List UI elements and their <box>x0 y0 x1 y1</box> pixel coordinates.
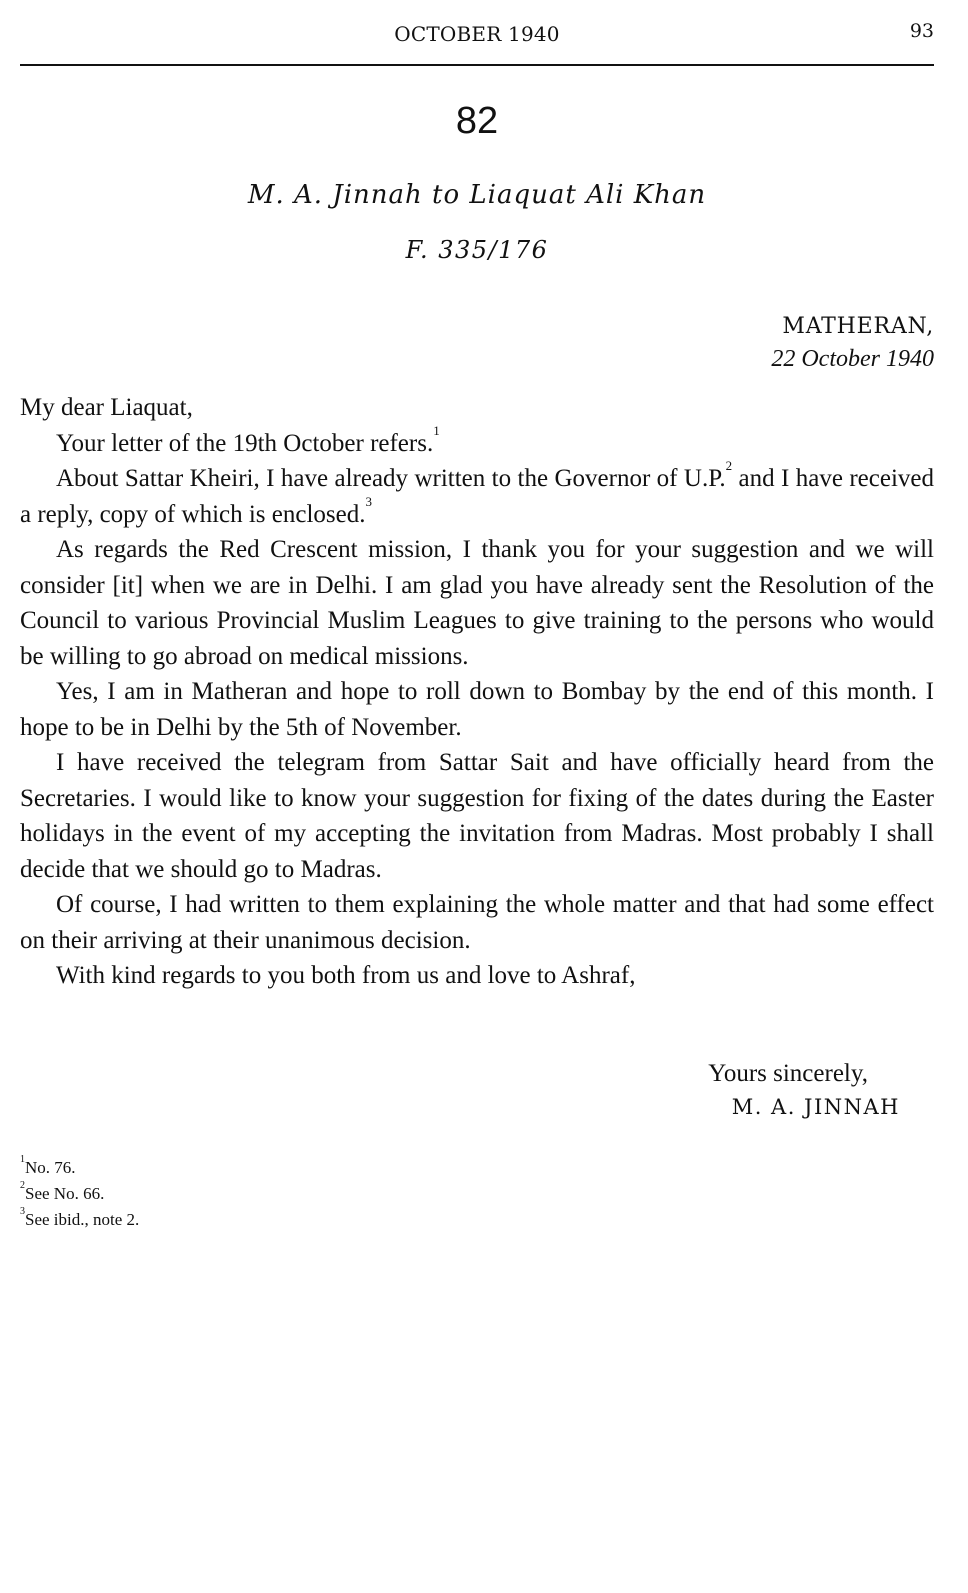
footnote <box>20 1181 139 1207</box>
letter-place: MATHERAN, <box>782 314 934 339</box>
footnote-text: See No. 66. <box>25 1184 105 1203</box>
paragraph-text: About Sattar Kheiri, I have already written to the Governor of U.P. <box>56 465 726 492</box>
paragraph-text: and I have received a reply, copy of which is enclosed. <box>20 465 934 528</box>
footnote-number: 1 <box>20 1154 25 1165</box>
paragraph-5: I have received the telegram from Sattar Sait and have officially heard from the Secretaries. I would like to know your suggestion for fixing of the dates during the Easter holidays in the event of my accepting the invitation from Madras. Most probably I shall decide that we should go to Madras. <box>20 749 934 883</box>
paragraph-text: Your letter of the 19th October refers. <box>56 429 434 457</box>
paragraph-6: Of course, I had written to them explaining the whole matter and that had some effect on their arriving at their unanimous decision. <box>20 891 934 954</box>
running-header: OCTOBER 1940 <box>394 22 560 46</box>
paragraph-1 <box>20 422 934 462</box>
footnote <box>20 1155 139 1181</box>
letter-body <box>20 390 934 994</box>
footnotes <box>20 1155 139 1233</box>
paragraph-3: As regards the Red Crescent mission, I thank you for your suggestion and we will consider [it] when we are in Delhi. I am glad you have already sent the Resolution of the Council to various Provincial Muslim Leagues to give training to the persons who would be willing to go abroad on medical missions. <box>20 536 934 670</box>
document-number: 82 <box>455 100 499 142</box>
valediction: Yours sincerely, <box>708 1060 868 1087</box>
footnote <box>20 1207 139 1233</box>
letter-date: 22 October 1940 <box>771 346 934 372</box>
footnote-marker: 2 <box>725 458 733 473</box>
header-rule <box>20 64 934 66</box>
paragraph-2 <box>20 458 934 532</box>
paragraph-7: With kind regards to you both from us and love to Ashraf, <box>56 962 636 989</box>
footnote-marker: 1 <box>433 422 440 438</box>
footnote-marker: 3 <box>365 493 372 509</box>
footnote-number: 2 <box>20 1180 25 1191</box>
page-number: 93 <box>909 20 934 42</box>
footnote-text: See ibid., note 2. <box>25 1210 140 1229</box>
footnote-text: No. 76. <box>25 1158 76 1177</box>
paragraph-4: Yes, I am in Matheran and hope to roll down to Bombay by the end of this month. I hope to be in Delhi by the 5th of November. <box>20 678 934 741</box>
document-heading: M. A. Jinnah to Liaquat Ali Khan <box>247 180 707 210</box>
footnote-number: 3 <box>20 1206 25 1217</box>
document-reference: F. 335/176 <box>405 236 549 264</box>
signature: M. A. JINNAH <box>731 1095 900 1119</box>
salutation: My dear Liaquat, <box>20 394 193 421</box>
